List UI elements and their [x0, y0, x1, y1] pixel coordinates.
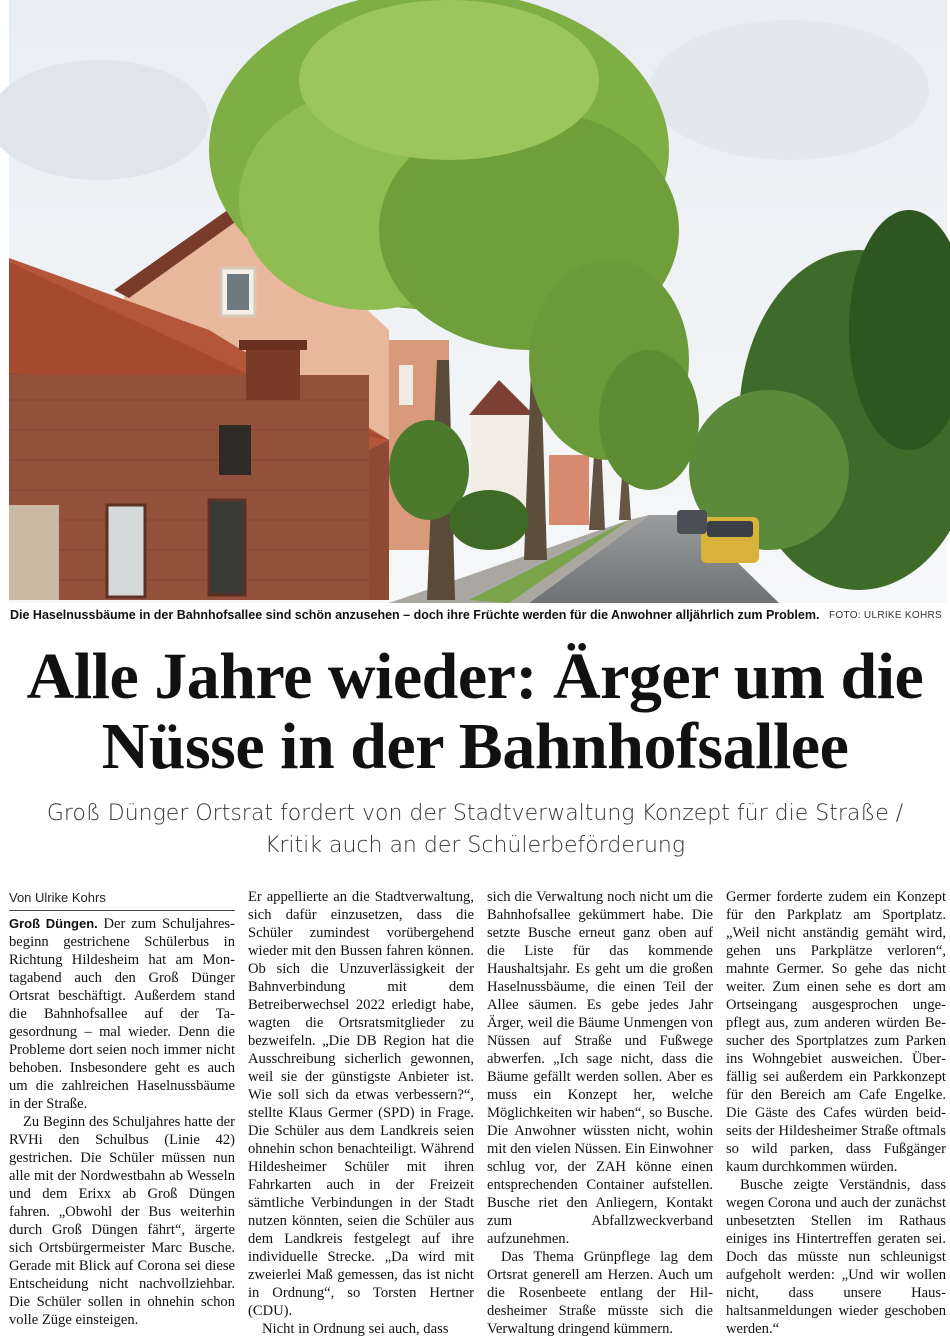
photo-caption: Die Haselnussbäume in der Bahnhofsallee sind schön anzusehen – doch ihre Früchte werden für die Anwohner alljährlich zum Problem. [10, 608, 820, 622]
headline-line-1: Alle Jahre wieder: Ärger um die [26, 640, 924, 713]
column-1-paragraph-1 [9, 915, 235, 1113]
dateline: Groß Düngen. [9, 916, 98, 931]
photo-credit: FOTO: ULRIKE KOHRS [828, 610, 942, 621]
column-1-paragraph-1-text: Der zum Schuljahresbeginn gestrichene Schülerbus in Richtung Hildesheim hat am Montagabend auch den Groß Dünger Ortsrat beschäftigt. Außerdem stand die Bahnhofsallee auf der Tagesordnung – mal wieder. Denn die Probleme dort seien noch immer nicht behoben. Insbesondere geht es auch um die zahlreichen Haselnussbäume in der Straße. [9, 916, 235, 1112]
photo-street-trees-icon [9, 0, 947, 603]
article-column-3 [487, 888, 713, 1337]
column-1-paragraph-2: Zu Beginn des Schuljahres hatte der RVHi den Schulbus (Linie 42) gestrichen. Die Schüler müssen nun alle mit der Nordwestbahn ab Wesseln und dem Erixx ab Groß Düngen fahren. „Obwohl der Bus weiterhin durch Groß Düngen fährt“, ärgerte sich Ortsbürgermeister Marc Busche. Gerade mit Blick auf Corona sei diese Entscheidung nicht nachvollziehbar. Die Schüler sollen in ohnehin schon volle Züge einsteigen. [9, 1114, 235, 1328]
article-photo [9, 0, 947, 603]
column-2-paragraph-1: Er appellierte an die Stadtverwaltung, sich dafür einzusetzen, dass die Schüler zumindest vorübergehend wieder mit den Bussen fahren können. Ob sich die Unzuverlässigkeit der Bahnverbindung mit dem Betreiberwechsel 2022 erledigt habe, wagten die Ortsratsmitglieder zu bezweifeln. „Die DB Region hat die Ausschreibung sicherlich gewonnen, weil sie der günstigste Anbieter ist. Wie soll sich da etwas verbessern?“, stellte Klaus Germer (SPD) in Frage. Die Schüler aus dem Landkreis seien ohnehin schon benachteiligt. Während Hildesheimer Schüler mit ihren Fahrkarten auch in der Freizeit sämtliche Verbindungen in der Stadt nutzen könnten, seien die Schüler aus dem Landkreis festgelegt auf ihre individuelle Strecke. „Da wird mit zweierlei Maß gemessen, das ist nicht in Ordnung“, so Torsten Hertner (CDU). [248, 889, 474, 1319]
article-column-4 [726, 888, 946, 1337]
column-3-paragraph-2: Das Thema Grünpflege lag dem Ortsrat generell am Herzen. Auch um die Rosenbeete entlang der Hildesheimer Straße müsste sich die Verwaltung dringend kümmern. [487, 1249, 713, 1337]
headline [0, 642, 950, 782]
column-3-paragraph-1: sich die Verwaltung noch nicht um die Bahnhofsallee gekümmert habe. Die setzte Busche erneut ganz oben auf die Liste für das kommende Haushaltsjahr. Es geht um die großen Haselnussbäume, die einen Teil der Allee säumen. Es gebe jedes Jahr Ärger, weil die Bäume Unmengen von Nüssen auf Straße und Fußwege abwerfen. „Ich sage nicht, dass die Bäume gefällt werden sollen. Aber es muss ein Konzept her, welche Möglichkeiten wir haben“, so Busche. Die Anwohner wüssten nicht, wohin mit den vielen Nüssen. Ein Einwohner schlug vor, der ZAH könne einen entsprechenden Container aufstellen. Busche riet den Anliegern, Kontakt zum Abfallzweckverband aufzunehmen. [487, 889, 713, 1247]
column-4-paragraph-1: Germer forderte zudem ein Konzept für den Parkplatz am Sportplatz. „Weil nicht anständig gemäht wird, gehen uns Parkplätze verloren“, mahnte Germer. So gehe das nicht weiter. Zum einen sehe es dort am Ortseingang ausgesprochen ungepflegt aus, zum anderen würden Besucher des Sportplatzes zum Parken ins Wohngebiet ausweichen. Überfällig sei außerdem ein Parkkonzept für den Bereich am Cafe Engelke. Die Gäste des Cafes würden beidseits der Hildesheimer Straße oftmals so wild parken, dass Fußgänger kaum durchkommen würden. [726, 889, 946, 1175]
subheadline [0, 798, 950, 862]
column-2-paragraph-2: Nicht in Ordnung sei auch, dass [262, 1321, 449, 1337]
column-4-paragraph-2: Busche zeigte Verständnis, dass wegen Corona und auch der zunächst unbesetzten Stellen im Rathaus einiges ins Hintertreffen geraten sei. Doch das müsste nun schleunigst aufgeholt werden: „Und wir wollen nicht, dass unsere Haushaltsanmeldungen wieder geschoben werden.“ [726, 1177, 946, 1337]
byline: Von Ulrike Kohrs [9, 888, 235, 911]
article-column-2 [248, 888, 474, 1337]
subheadline-line-2: Kritik auch an der Schülerbeförderung [264, 833, 686, 858]
subheadline-line-1: Groß Dünger Ortsrat fordert von der Stadtverwaltung Konzept für die Straße / [46, 801, 904, 826]
article-column-1 [9, 888, 235, 1328]
headline-line-2: Nüsse in der Bahnhofsallee [101, 710, 849, 783]
